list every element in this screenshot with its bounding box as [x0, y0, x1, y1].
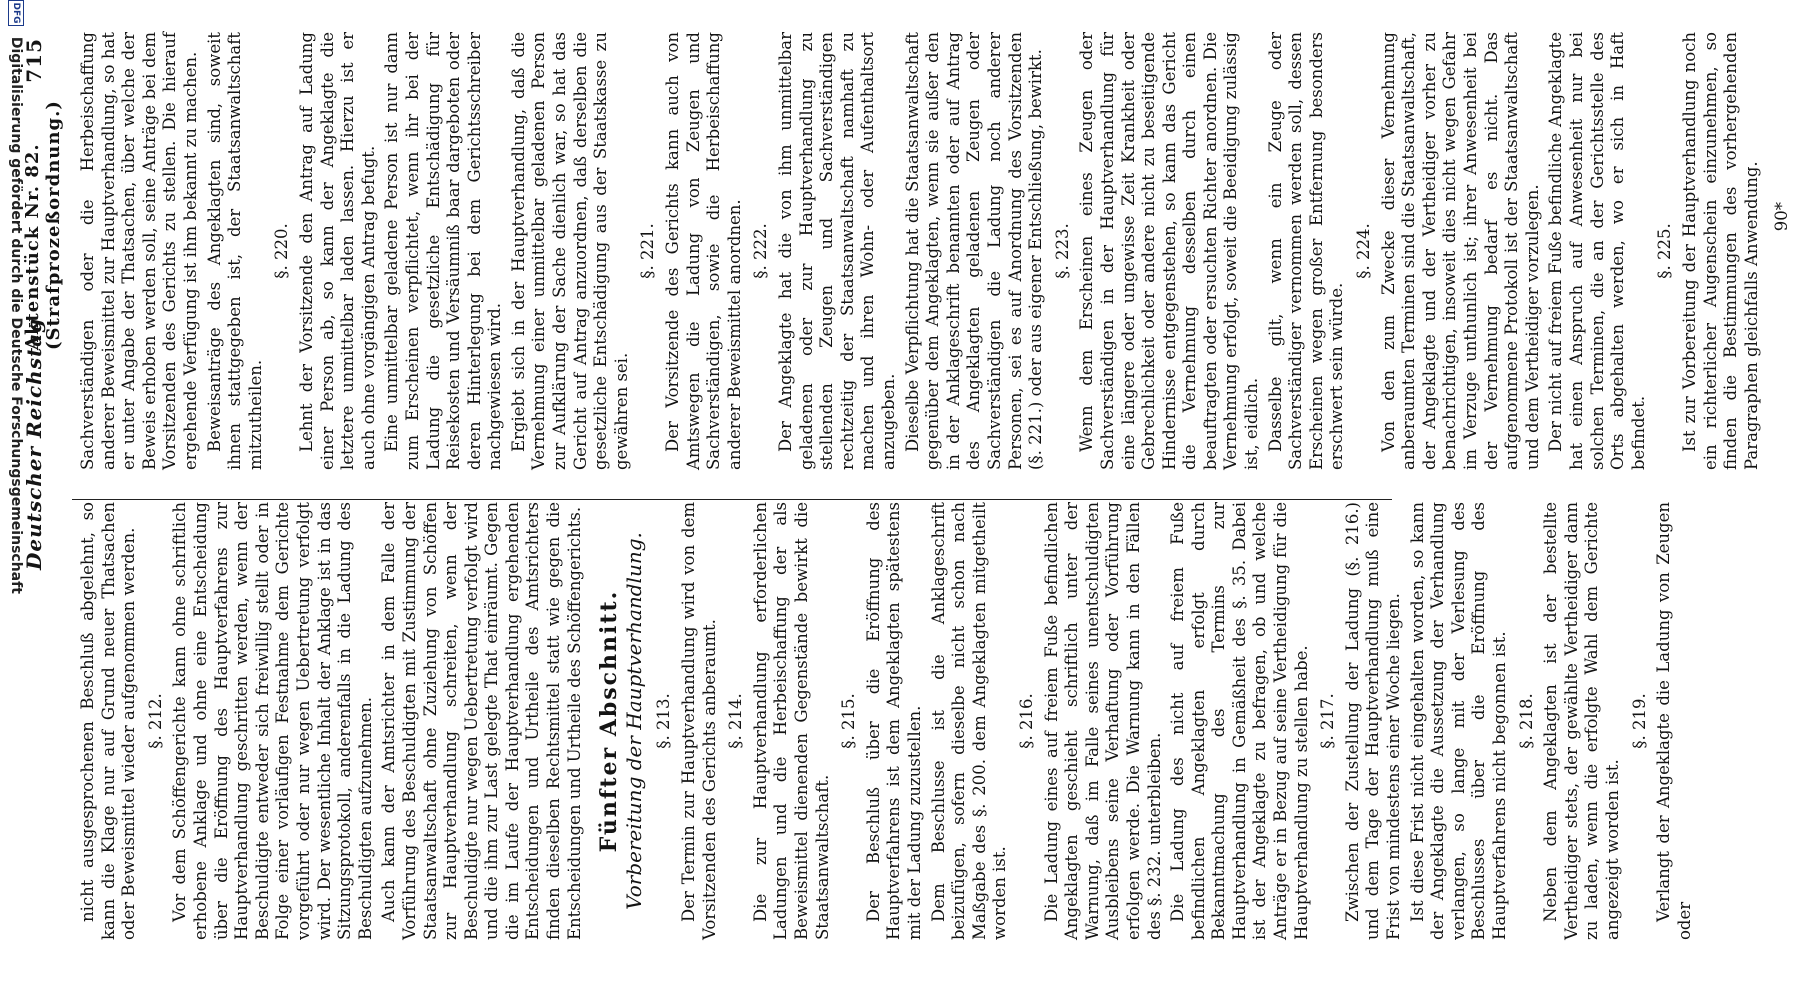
- chapter-title: Fünfter Abschnitt.: [596, 589, 623, 853]
- footer-text: Digitalisierung gefördert durch die Deutsche Forschungsgemeinschaft: [8, 36, 24, 594]
- left-paragraph: nicht ausgesprochenen Beschluß abgelehnt, so kann die Klage nur auf Grund neuer Thatsachen oder Beweismittel wieder aufgenommen werden.: [78, 502, 139, 940]
- right-paragraph: Ist zur Vorbereitung der Hauptverhandlung noch ein richterlicher Augenschein einzunehmen, so finden die Bestimmungen des vorhergehenden Paragraphen gleichfalls Anwendung.: [1679, 32, 1761, 470]
- section-number: §. 222.: [751, 223, 771, 279]
- section-number: §. 218.: [1516, 693, 1536, 749]
- left-column: [78, 502, 1698, 940]
- right-paragraph: Ergiebt sich in der Hauptverhandlung, daß die Vernehmung einer unmittelbar geladenen Person zur Aufklärung der Sache dienlich war, so hat das Gericht auf Antrag anzuordnen, daß derselben die gesetzliche Entschädigung aus der Staatskasse zu gewähren sei.: [508, 32, 631, 470]
- left-paragraph: Dem Beschlusse ist die Anklageschrift beizufügen, sofern dieselbe nicht schon nach Maßgabe des §. 200. dem Angeklagten mitgetheilt worden ist.: [928, 502, 1010, 940]
- section-number: §. 214.: [726, 693, 746, 749]
- section-number: §. 221.: [638, 223, 658, 279]
- left-paragraph: Der Termin zur Hauptverhandlung wird von dem Vorsitzenden des Gerichts anberaumt.: [679, 502, 719, 940]
- right-paragraph: Beweisanträge des Angeklagten sind, soweit ihnen stattgegeben ist, der Staatsanwaltschaft mitzutheilen.: [204, 32, 265, 470]
- column-divider: [72, 499, 1392, 500]
- right-paragraph: Dasselbe gilt, wenn ein Zeuge oder Sachverständiger vernommen werden soll, dessen Erscheinen wegen großer Entfernung besonders erschwert sein würde.: [1265, 32, 1347, 470]
- left-paragraph: Die Ladung des nicht auf freiem Fuße befindlichen Angeklagten erfolgt durch Bekanntmachung des Termins zur Hauptverhandlung in Gemäßheit des §. 35. Dabei ist der Angeklagte zu befragen, ob und welche Anträge er in Bezug auf seine Vertheidigung für die Hauptverhandlung zu stellen habe.: [1168, 502, 1311, 940]
- section-number: §. 216.: [1016, 693, 1036, 749]
- section-number: §. 225.: [1655, 223, 1675, 279]
- chapter-subtitle: Vorbereitung der Hauptverhandlung.: [621, 532, 646, 910]
- page-header: [18, 30, 64, 960]
- left-paragraph: Ist diese Frist nicht eingehalten worden, so kann der Angeklagte die Aussetzung der Verhandlung verlangen, so lange mit der Verlesung des Beschlusses über die Eröffnung des Hauptverfahrens nicht begonnen ist.: [1407, 502, 1509, 940]
- right-paragraph: Der Angeklagte hat die von ihm unmittelbar geladenen oder zur Hauptverhandlung zu stellenden Zeugen und Sachverständigen rechtzeitig der Staatsanwaltschaft namhaft zu machen und ihren Wohn- oder Aufenthaltsort anzugeben.: [776, 32, 898, 470]
- page-number: 715: [22, 38, 46, 83]
- section-number: §. 219.: [1629, 693, 1649, 749]
- left-paragraph: Auch kann der Amtsrichter in dem Falle der Vorführung des Beschuldigten mit Zustimmung der Staatsanwaltschaft ohne Zuziehung von Schöffen zur Hauptverhandlung schreiten, wenn der Beschuldigte nur wegen Uebertretung verfolgt wird und die ihm zur Last gelegte That einräumt. Gegen die im Laufe der Hauptverhandlung ergehenden Entscheidungen und Urtheile des Amtsrichters finden dieselben Rechtsmittel statt wie gegen die Entscheidungen und Urtheile des Schöffengerichts.: [379, 502, 584, 940]
- left-paragraph: Die zur Hauptverhandlung erforderlichen Ladungen und die Herbeischaffung der als Beweismittel dienenden Gegenstände bewirkt die Staatsanwaltschaft.: [750, 502, 832, 940]
- left-paragraph: Zwischen der Zustellung der Ladung (§. 216.) und dem Tage der Hauptverhandlung muß eine Frist von mindestens einer Woche liegen.: [1342, 502, 1404, 940]
- left-paragraph: Vor dem Schöffengerichte kann ohne schriftlich erhobene Anklage und ohne eine Entscheidung über die Eröffnung des Hauptverfahrens zur Hauptverhandlung geschritten werden, wenn der Beschuldigte entweder sich freiwillig stellt oder in Folge einer vorläufigen Festnahme dem Gerichte vorgeführt oder nur wegen Uebertretung verfolgt wird. Der wesentliche Inhalt der Anklage ist in das Sitzungsprotokoll, anderenfalls in die Ladung des Beschuldigten aufzunehmen.: [170, 502, 375, 940]
- section-number: §. 212.: [145, 693, 165, 749]
- page-title: Deutscher Reichstag: [22, 317, 46, 570]
- left-paragraph: Neben dem Angeklagten ist der bestellte Vertheidiger stets, der gewählte Vertheidiger dann zu laden, wenn die erfolgte Wahl dem Gerichte angezeigt worden ist.: [1541, 502, 1622, 940]
- right-paragraph: Von den zum Zwecke dieser Vernehmung anberaumten Terminen sind die Staatsanwaltschaft, der Angeklagte und der Vertheidiger vorher zu benachrichtigen, insoweit dies nicht wegen Gefahr im Verzuge unthunlich ist; ihrer Anwesenheit bei der Vernehmung bedarf es nicht. Das aufgenommene Protokoll ist der Staatsanwaltschaft und dem Vertheidiger vorzulegen.: [1378, 32, 1542, 470]
- section-number: §. 223.: [1052, 223, 1072, 279]
- right-paragraph: Der Vorsitzende des Gerichts kann auch von Amtswegen die Ladung von Zeugen und Sachverständigen, sowie die Herbeischaffung anderer Beweismittel anordnen.: [663, 32, 744, 470]
- left-paragraph: Verlangt der Angeklagte die Ladung von Zeugen oder: [1654, 502, 1694, 940]
- section-number: §. 213.: [654, 693, 674, 749]
- right-column: [78, 32, 1793, 470]
- section-number: §. 224.: [1354, 223, 1374, 279]
- section-number: §. 215.: [839, 693, 859, 749]
- digitization-footer: [2, 0, 24, 1000]
- section-number: §. 220.: [272, 223, 292, 279]
- right-paragraph: Sachverständigen oder die Herbeischaffung anderer Beweismittel zur Hauptverhandlung, so hat er unter Angabe der Thatsachen, über welche der Beweis erhoben werden soll, seine Anträge bei dem Vorsitzenden des Gerichts zu stellen. Die hierauf ergehende Verfügung ist ihm bekannt zu machen.: [78, 32, 200, 470]
- right-paragraph: Wenn dem Erscheinen eines Zeugen oder Sachverständigen in der Hauptverhandlung für eine längere oder ungewisse Zeit Krankheit oder Gebrechlichkeit oder andere nicht zu beseitigende Hindernisse entgegenstehen, so kann das Gericht die Vernehmung desselben durch einen beauftragten oder ersuchten Richter anordnen. Die Vernehmung erfolgt, soweit die Beeidigung zulässig ist, eidlich.: [1077, 32, 1262, 470]
- signature-mark: 90*: [1772, 202, 1792, 232]
- left-paragraph: Der Beschluß über die Eröffnung des Hauptverfahrens ist dem Angeklagten spätestens mit der Ladung zuzustellen.: [863, 502, 924, 940]
- dfg-logo-icon: DFG: [8, 0, 24, 26]
- right-paragraph: Der nicht auf freiem Fuße befindliche Angeklagte hat einen Anspruch auf Anwesenheit nur bei solchen Terminen, die an der Gerichtsstelle des Orts abgehalten werden, wo er sich in Haft befindet.: [1546, 32, 1648, 470]
- right-paragraph: Lehnt der Vorsitzende den Antrag auf Ladung einer Person ab, so kann der Angeklagte die letztere unmittelbar laden lassen. Hierzu ist er auch ohne vorgängigen Antrag befugt.: [296, 32, 378, 470]
- page-subtitle: Aktenstück Nr. 82. (Strafprozeßordnung.): [22, 100, 64, 350]
- right-paragraph: Dieselbe Verpflichtung hat die Staatsanwaltschaft gegenüber dem Angeklagten, wenn sie außer den in der Anklageschrift benannten oder auf Antrag des Angeklagten geladenen Zeugen oder Sachverständigen die Ladung noch anderer Personen, sei es auf Anordnung des Vorsitzenden (§. 221.) oder aus eigener Entschließung, bewirkt.: [902, 32, 1046, 470]
- left-paragraph: Die Ladung eines auf freiem Fuße befindlichen Angeklagten geschieht schriftlich unter der Warnung, daß im Falle seines unentschuldigten Ausbleibens seine Verhaftung oder Vorführung erfolgen werde. Die Warnung kann in den Fällen des §. 232. unterbleiben.: [1041, 502, 1164, 940]
- right-paragraph: Eine unmittelbar geladene Person ist nur dann zum Erscheinen verpflichtet, wenn ihr bei der Ladung die gesetzliche Entschädigung für Reisekosten und Versäumniß baar dargeboten oder deren Hinterlegung bei dem Gerichtsschreiber nachgewiesen wird.: [382, 32, 505, 470]
- section-number: §. 217.: [1318, 693, 1338, 749]
